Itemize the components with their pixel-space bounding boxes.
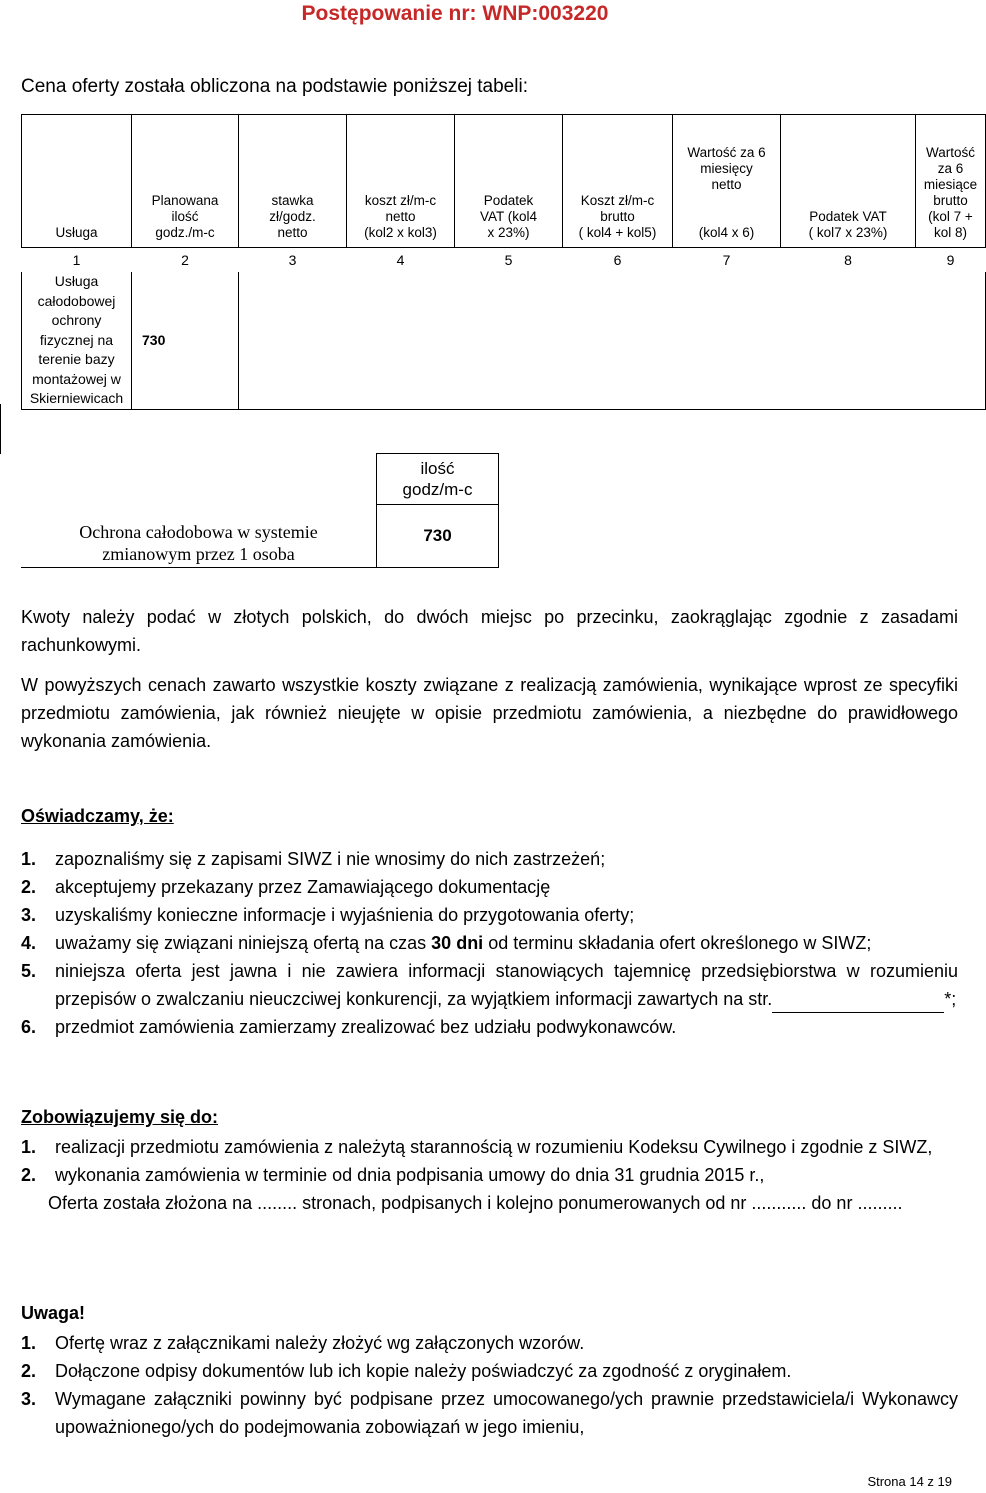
item-number: 3. <box>21 1389 37 1409</box>
header-line: Planowana <box>151 193 219 208</box>
item-text: uzyskaliśmy konieczne informacje i wyjaśnienia do przygotowania oferty; <box>55 905 635 925</box>
header-line: netto <box>277 225 308 240</box>
list-item <box>21 1013 958 1041</box>
column-number: 5 <box>504 252 513 268</box>
item-number: 3. <box>21 905 37 925</box>
header-line: ( kol4 + kol5) <box>578 225 657 240</box>
item-number: 4. <box>21 933 37 953</box>
column-number: 1 <box>72 252 81 268</box>
service-cell <box>22 272 132 409</box>
header-line: (kol2 x kol3) <box>364 225 437 240</box>
service-line: Usługa <box>54 273 99 289</box>
list-item <box>21 1357 958 1385</box>
item-text: wykonania zamówienia w terminie od dnia podpisania umowy do dnia 31 grudnia 2015 r., <box>55 1165 765 1185</box>
pages-note-text: Oferta została złożona na ........ stronach, podpisanych i kolejno ponumerowanych od nr ........... do nr ......... <box>48 1193 903 1213</box>
column-number: 7 <box>722 252 731 268</box>
header-line: ilość <box>171 209 199 224</box>
quantity-cell: 730 <box>132 272 239 409</box>
header-cell <box>22 115 132 248</box>
header-line: miesięcy <box>700 161 753 176</box>
list-item <box>21 873 958 901</box>
column-number: 3 <box>288 252 297 268</box>
list-item <box>21 1329 958 1357</box>
item-emphasis: 30 dni <box>431 933 484 953</box>
obligations-list <box>21 1133 958 1217</box>
list-item <box>21 901 958 929</box>
header-line: Wartość za 6 <box>687 145 766 160</box>
header-line <box>675 193 778 209</box>
table-row <box>22 272 986 409</box>
price-table <box>21 114 986 410</box>
header-line: VAT (kol4 <box>479 209 538 224</box>
warning-list <box>21 1329 958 1441</box>
margin-line <box>0 404 1 454</box>
header-cell <box>132 115 239 248</box>
header-line: brutto <box>933 193 968 208</box>
header-cell <box>781 115 916 248</box>
item-text: uważamy się związani niniejszą ofertą na czas <box>55 933 432 953</box>
header-cell <box>455 115 563 248</box>
rounding-note: Kwoty należy podać w złotych polskich, do dwóch miejsc po przecinku, zaokrąglając zgodnie z zasadami rachunkowymi. <box>21 607 958 655</box>
item-text: realizacji przedmiotu zamówienia z należytą starannością w rozumieniu Kodeksu Cywilnego i zgodnie z SIWZ, <box>55 1137 933 1157</box>
header-cell <box>347 115 455 248</box>
empty-cell <box>673 272 781 409</box>
header-line: Usługa <box>55 225 98 240</box>
item-number: 5. <box>21 961 37 981</box>
document-title: Postępowanie nr: WNP:003220 <box>301 2 609 25</box>
header-line: za 6 <box>937 161 964 176</box>
header-cell <box>239 115 347 248</box>
header-line: godz./m-c <box>155 225 215 240</box>
header-line: ( kol7 x 23%) <box>808 225 888 240</box>
item-text: akceptujemy przekazany przez Zamawiającego dokumentację <box>55 877 551 897</box>
header-cell <box>673 115 781 248</box>
pages-note <box>21 1189 958 1217</box>
header-line: Wartość <box>925 145 975 160</box>
item-number: 2. <box>21 1165 37 1185</box>
empty-cell <box>781 272 916 409</box>
header-line: (kol 7 + <box>928 209 973 224</box>
list-item <box>21 845 958 873</box>
item-number: 1. <box>21 1137 37 1157</box>
service-line: Skierniewicach <box>29 390 124 406</box>
header-line: miesiące <box>923 177 978 192</box>
header-line: (kol4 x 6) <box>698 225 755 240</box>
item-text: od terminu składania ofert określonego w SIWZ; <box>483 933 872 953</box>
item-number: 1. <box>21 849 37 869</box>
list-item <box>21 957 958 1013</box>
item-number: 2. <box>21 1361 37 1381</box>
header-line: Podatek <box>483 193 534 208</box>
declarations-list <box>21 845 958 1041</box>
hours-header-line: ilość <box>420 459 455 478</box>
service-label-line: Ochrona całodobowa w systemie <box>79 522 318 542</box>
service-line: terenie bazy <box>38 351 115 367</box>
intro-text: Cena oferty została obliczona na podstawie poniższej tabeli: <box>21 76 528 97</box>
header-line: zł/godz. <box>269 209 316 224</box>
service-line: fizycznej na <box>39 331 114 348</box>
hours-header-cell <box>377 454 499 505</box>
item-text: Wymagane załączniki powinny być podpisane przez umocowanego/ych prawnie przedstawiciela/i Wykonawcy upoważnionego/ych do podejmowania zobowiązań w jego imieniu, <box>55 1389 958 1437</box>
header-line: Podatek VAT <box>809 209 887 224</box>
empty-cell <box>563 272 673 409</box>
list-item <box>21 1161 958 1189</box>
header-line: kol 8) <box>933 225 967 240</box>
empty-cell <box>239 272 347 409</box>
item-text: Dołączone odpisy dokumentów lub ich kopie należy poświadczyć za zgodność z oryginałem. <box>55 1361 792 1381</box>
column-number: 4 <box>396 252 405 268</box>
header-line: netto <box>711 177 742 192</box>
column-number: 2 <box>181 252 189 268</box>
service-line: montażowej w <box>32 370 121 387</box>
header-cell <box>563 115 673 248</box>
item-text: przedmiot zamówienia zamierzamy zrealizować bez udziału podwykonawców. <box>55 1017 677 1037</box>
header-line: brutto <box>600 209 635 224</box>
header-line: Koszt zł/m-c <box>580 193 655 208</box>
item-text: zapoznaliśmy się z zapisami SIWZ i nie wnosimy do nich zastrzeżeń; <box>55 849 606 869</box>
list-item <box>21 1385 958 1441</box>
item-text: *; <box>944 989 957 1009</box>
service-line: ochrony <box>51 312 102 328</box>
service-label-line: zmianowym przez 1 osoba <box>102 544 295 564</box>
service-line: całodobowej <box>37 292 116 309</box>
declarations-heading: Oświadczamy, że: <box>21 806 174 826</box>
column-number: 6 <box>613 252 622 268</box>
header-line: koszt zł/m-c <box>364 193 437 208</box>
empty-cell <box>916 272 986 409</box>
page-number-blank[interactable] <box>772 994 944 1013</box>
empty-cell <box>455 272 563 409</box>
header-line <box>675 209 778 225</box>
item-number: 6. <box>21 1017 37 1037</box>
hours-value-cell: 730 <box>377 505 499 568</box>
table-header-row <box>22 115 986 248</box>
empty-cell <box>347 272 455 409</box>
warning-heading: Uwaga! <box>21 1303 86 1323</box>
item-number: 1. <box>21 1333 37 1353</box>
header-line: netto <box>385 209 416 224</box>
column-number: 8 <box>844 252 852 268</box>
column-number-row <box>22 248 986 273</box>
item-text: niniejsza oferta jest jawna i nie zawiera informacji stanowiących tajemnicę przedsiębiorstwa w rozumieniu przepisów o zwalczaniu nieuczciwej konkurencji, za wyjątkiem informacji zawartych na str. <box>55 961 958 1009</box>
header-line: x 23%) <box>487 225 530 240</box>
service-label-cell <box>21 454 377 568</box>
page-footer: Strona 14 z 19 <box>867 1474 952 1489</box>
item-number: 2. <box>21 877 37 897</box>
header-line: stawka <box>271 193 314 208</box>
list-item <box>21 929 958 957</box>
costs-paragraph: W powyższych cenach zawarto wszystkie koszty związane z realizacją zamówienia, wynikające wprost ze specyfiki przedmiotu zamówienia, jak również nieujęte w opisie przedmiotu zamówienia, a niezbędne do prawidłowego wykonania zamówienia. <box>21 675 958 751</box>
hours-header-line: godz/m-c <box>402 480 473 499</box>
header-cell <box>916 115 986 248</box>
obligations-heading: Zobowiązujemy się do: <box>21 1107 219 1127</box>
item-text: Ofertę wraz z załącznikami należy złożyć wg załączonych wzorów. <box>55 1333 585 1353</box>
hours-table <box>21 453 499 568</box>
column-number: 9 <box>946 252 955 268</box>
list-item <box>21 1133 958 1161</box>
